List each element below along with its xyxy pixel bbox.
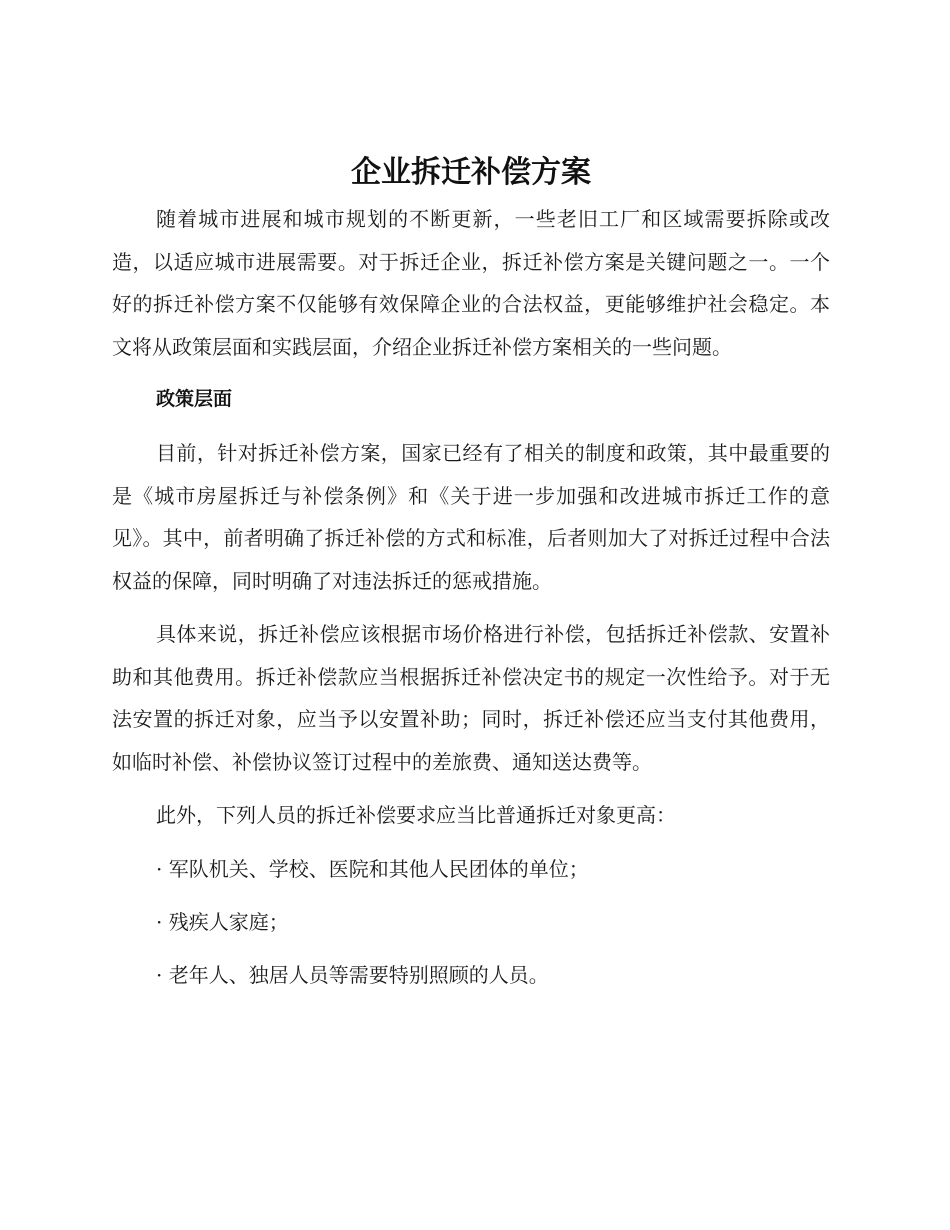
document-page: [112, 150, 830, 996]
section-heading: 政策层面: [156, 388, 233, 410]
bullet-item-1: · 军队机关、学校、医院和其他人民团体的单位；: [156, 856, 589, 881]
intro-paragraph: 随着城市进展和城市规划的不断更新，一些老旧工厂和区域需要拆除或改造，以适应城市进展需要。对于拆迁企业，拆迁补偿方案是关键问题之一。一个好的拆迁补偿方案不仅能够有效保障企业的合法权益，更能够维护社会稳定。本文将从政策层面和实践层面，介绍企业拆迁补偿方案相关的一些问题。: [112, 207, 830, 359]
policy-paragraph-1: 目前，针对拆迁补偿方案，国家已经有了相关的制度和政策，其中最重要的是《城市房屋拆迁与补偿条例》和《关于进一步加强和改进城市拆迁工作的意见》。其中，前者明确了拆迁补偿的方式和标准，后者则加大了对拆迁过程中合法权益的保障，同时明确了对违法拆迁的惩戒措施。: [112, 441, 830, 593]
bullet-item-2: · 残疾人家庭；: [156, 909, 289, 934]
bullet-item-3: · 老年人、独居人员等需要特别照顾的人员。: [156, 962, 549, 987]
document-title: 企业拆迁补偿方案: [351, 155, 591, 190]
policy-paragraph-3: 此外，下列人员的拆迁补偿要求应当比普通拆迁对象更高：: [156, 803, 676, 827]
policy-paragraph-2: 具体来说，拆迁补偿应该根据市场价格进行补偿，包括拆迁补偿款、安置补助和其他费用。拆迁补偿款应当根据拆迁补偿决定书的规定一次性给予。对于无法安置的拆迁对象，应当予以安置补助；同时，拆迁补偿还应当支付其他费用，如临时补偿、补偿协议签订过程中的差旅费、通知送达费等。: [112, 622, 830, 774]
